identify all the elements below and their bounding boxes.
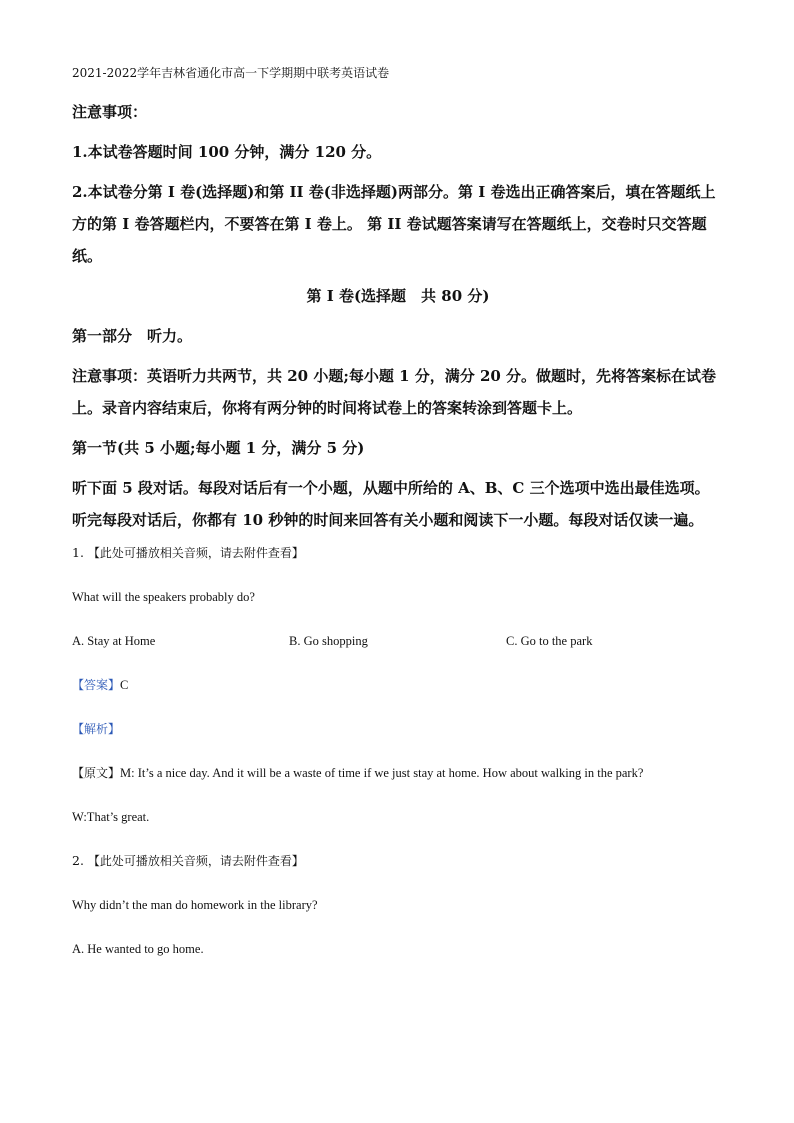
question-1-text: What will the speakers probably do?	[72, 590, 255, 604]
answer-value: C	[120, 678, 129, 692]
listening-notice: 注意事项：英语听力共两节，共 20 小题;每小题 1 分，满分 20 分。做题时，先将答案标在试卷上。录音内容结束后，你将有两分钟的时间将试卷上的答案转涂到答题卡上。	[72, 367, 717, 417]
question-1-answer	[72, 676, 724, 694]
question-1-analysis	[72, 720, 724, 738]
question-1-option-c: C. Go to the park	[506, 634, 593, 648]
exam-page	[72, 64, 724, 984]
section-one-instructions: 听下面 5 段对话。每段对话后有一个小题，从题中所给的 A、B、C 三个选项中选出最佳选项。听完每段对话后，你都有 10 秒钟的时间来回答有关小题和阅读下一小题。每段对话仅读一遍。	[72, 479, 710, 529]
question-2-audio-note[interactable]: 【此处可播放相关音频，请去附件查看】	[87, 854, 304, 868]
question-1-option-b: B. Go shopping	[289, 634, 368, 648]
section-title: 第 I 卷(选择题 共 80 分)	[306, 287, 490, 305]
question-1-header	[72, 544, 724, 562]
question-1-option-a: A. Stay at Home	[72, 634, 156, 648]
question-2-text: Why didn’t the man do homework in the library?	[72, 898, 318, 912]
question-1-transcript	[72, 764, 724, 782]
transcript-woman: W:That’s great.	[72, 810, 150, 824]
notice-item-1: 1.本试卷答题时间 100 分钟，满分 120 分。	[72, 143, 382, 161]
part-one-heading: 第一部分 听力。	[72, 327, 193, 345]
exam-title: 2021-2022学年吉林省通化市高一下学期期中联考英语试卷	[72, 66, 390, 80]
question-2-number: 2.	[72, 853, 84, 868]
section-one-heading: 第一节(共 5 小题;每小题 1 分，满分 5 分)	[72, 439, 365, 457]
question-1-audio-note[interactable]: 【此处可播放相关音频，请去附件查看】	[87, 546, 304, 560]
question-1-number: 1.	[72, 545, 84, 560]
question-2-option-a: A. He wanted to go home.	[72, 942, 204, 956]
transcript-man: M: It’s a nice day. And it will be a waste of time if we just stay at home. How about walking in the park?	[120, 766, 644, 780]
question-2-header	[72, 852, 724, 870]
answer-label: 【答案】	[72, 678, 121, 692]
notice-heading: 注意事项：	[72, 103, 148, 121]
question-1-options	[72, 632, 724, 650]
analysis-label: 【解析】	[72, 722, 121, 736]
notice-item-2: 2.本试卷分第 I 卷(选择题)和第 II 卷(非选择题)两部分。第 I 卷选出正确答案后，填在答题纸上方的第 I 卷答题栏内，不要答在第 I 卷上。 第 II 卷试题答案请写在答题纸上，交卷时只交答题纸。	[72, 183, 716, 265]
transcript-label: 【原文】	[72, 766, 121, 780]
